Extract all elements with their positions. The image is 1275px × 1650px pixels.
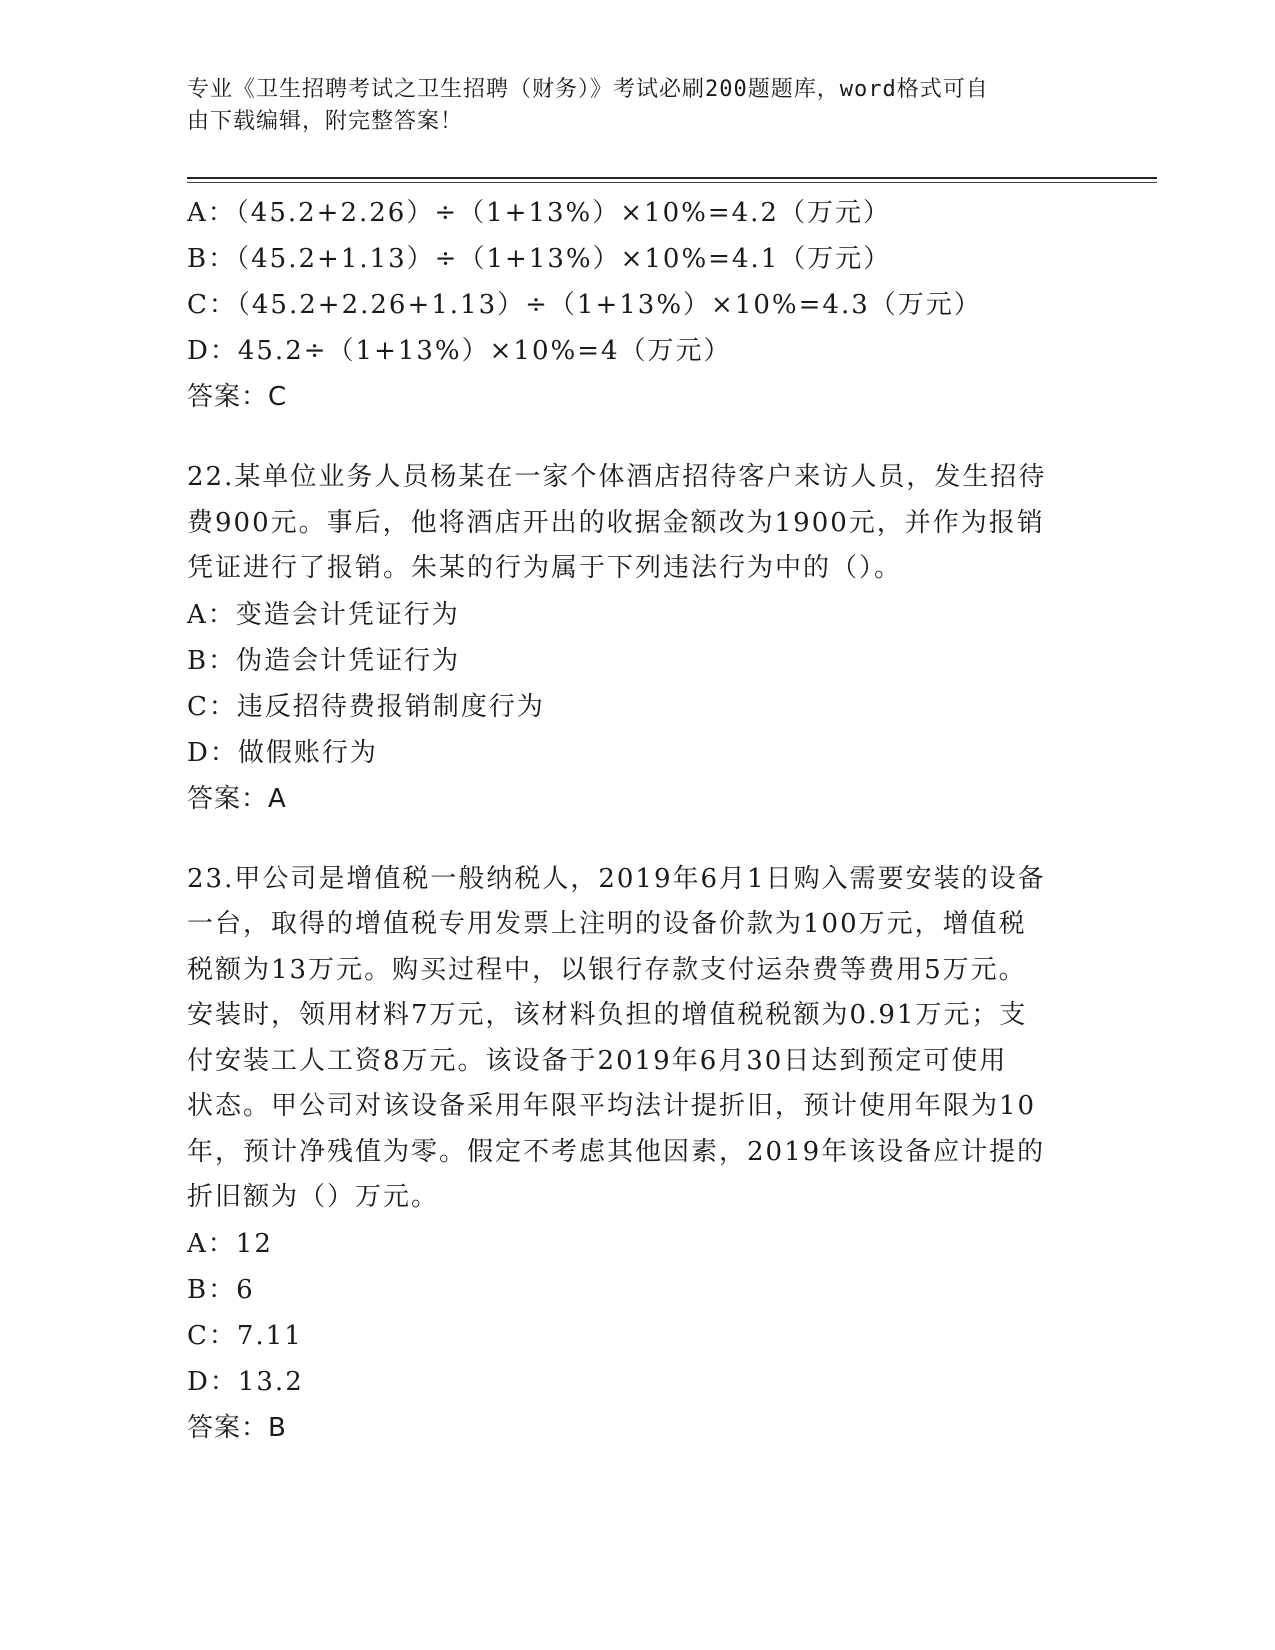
option-c: C：违反招待费报销制度行为 — [187, 691, 545, 722]
question-line: 凭证进行了报销。朱某的行为属于下列违法行为中的（）。 — [187, 553, 903, 583]
question-line: 年，预计净残值为零。假定不考虑其他因素，2019年该设备应计提的 — [187, 1136, 1046, 1167]
document-body — [187, 190, 1087, 1451]
question-line: 状态。甲公司对该设备采用年限平均法计提折旧，预计使用年限为10 — [187, 1091, 1037, 1121]
question-line: 费900元。事后，他将酒店开出的收据金额改为1900元，并作为报销 — [187, 507, 1045, 538]
question-line: 一台，取得的增值税专用发票上注明的设备价款为100万元，增值税 — [187, 909, 1027, 939]
document-header — [187, 74, 1067, 138]
option-b: B：（45.2+1.13）÷（1+13%）×10%=4.1（万元） — [187, 244, 892, 274]
option-d: D：45.2÷（1+13%）×10%=4（万元） — [187, 336, 732, 366]
question-line: 23.甲公司是增值税一般纳税人，2019年6月1日购入需要安装的设备 — [187, 863, 1046, 894]
option-b: B：伪造会计凭证行为 — [187, 645, 461, 676]
question-line: 折旧额为（）万元。 — [187, 1182, 440, 1212]
question-23-block — [187, 857, 1087, 1451]
spacer — [187, 420, 1087, 455]
option-c: C：7.11 — [187, 1320, 303, 1351]
option-a: A：变造会计凭证行为 — [187, 599, 460, 630]
option-a: A：（45.2+2.26）÷（1+13%）×10%=4.2（万元） — [187, 198, 891, 228]
option-d: D：做假账行为 — [187, 737, 378, 768]
question-22-text — [187, 455, 1087, 592]
header-divider-thin — [187, 182, 1157, 183]
question-23-text — [187, 857, 1087, 1221]
spacer — [187, 822, 1087, 857]
question-22-block — [187, 455, 1087, 822]
option-c: C：（45.2+2.26+1.13）÷（1+13%）×10%=4.3（万元） — [187, 290, 982, 320]
answer-line: 答案：A — [187, 783, 287, 814]
question-line: 税额为13万元。购买过程中，以银行存款支付运杂费等费用5万元。 — [187, 954, 1027, 985]
answer-line: 答案：C — [187, 382, 288, 412]
question-line: 安装时，领用材料7万元，该材料负担的增值税税额为0.91万元；支 — [187, 1000, 1028, 1030]
option-a: A：12 — [187, 1228, 273, 1259]
header-line-2: 由下载编辑，附完整答案！ — [187, 109, 464, 134]
answer-line: 答案：B — [187, 1412, 287, 1443]
header-divider-thick — [187, 177, 1157, 179]
option-d: D：13.2 — [187, 1366, 304, 1397]
option-b: B：6 — [187, 1274, 255, 1305]
header-line-1: 专业《卫生招聘考试之卫生招聘（财务）》考试必刷200题题库，word格式可自 — [187, 77, 989, 102]
prev-question-block — [187, 190, 1087, 420]
question-line: 付安装工人工资8万元。该设备于2019年6月30日达到预定可使用 — [187, 1045, 1008, 1076]
question-line: 22.某单位业务人员杨某在一家个体酒店招待客户来访人员，发生招待 — [187, 462, 1047, 492]
